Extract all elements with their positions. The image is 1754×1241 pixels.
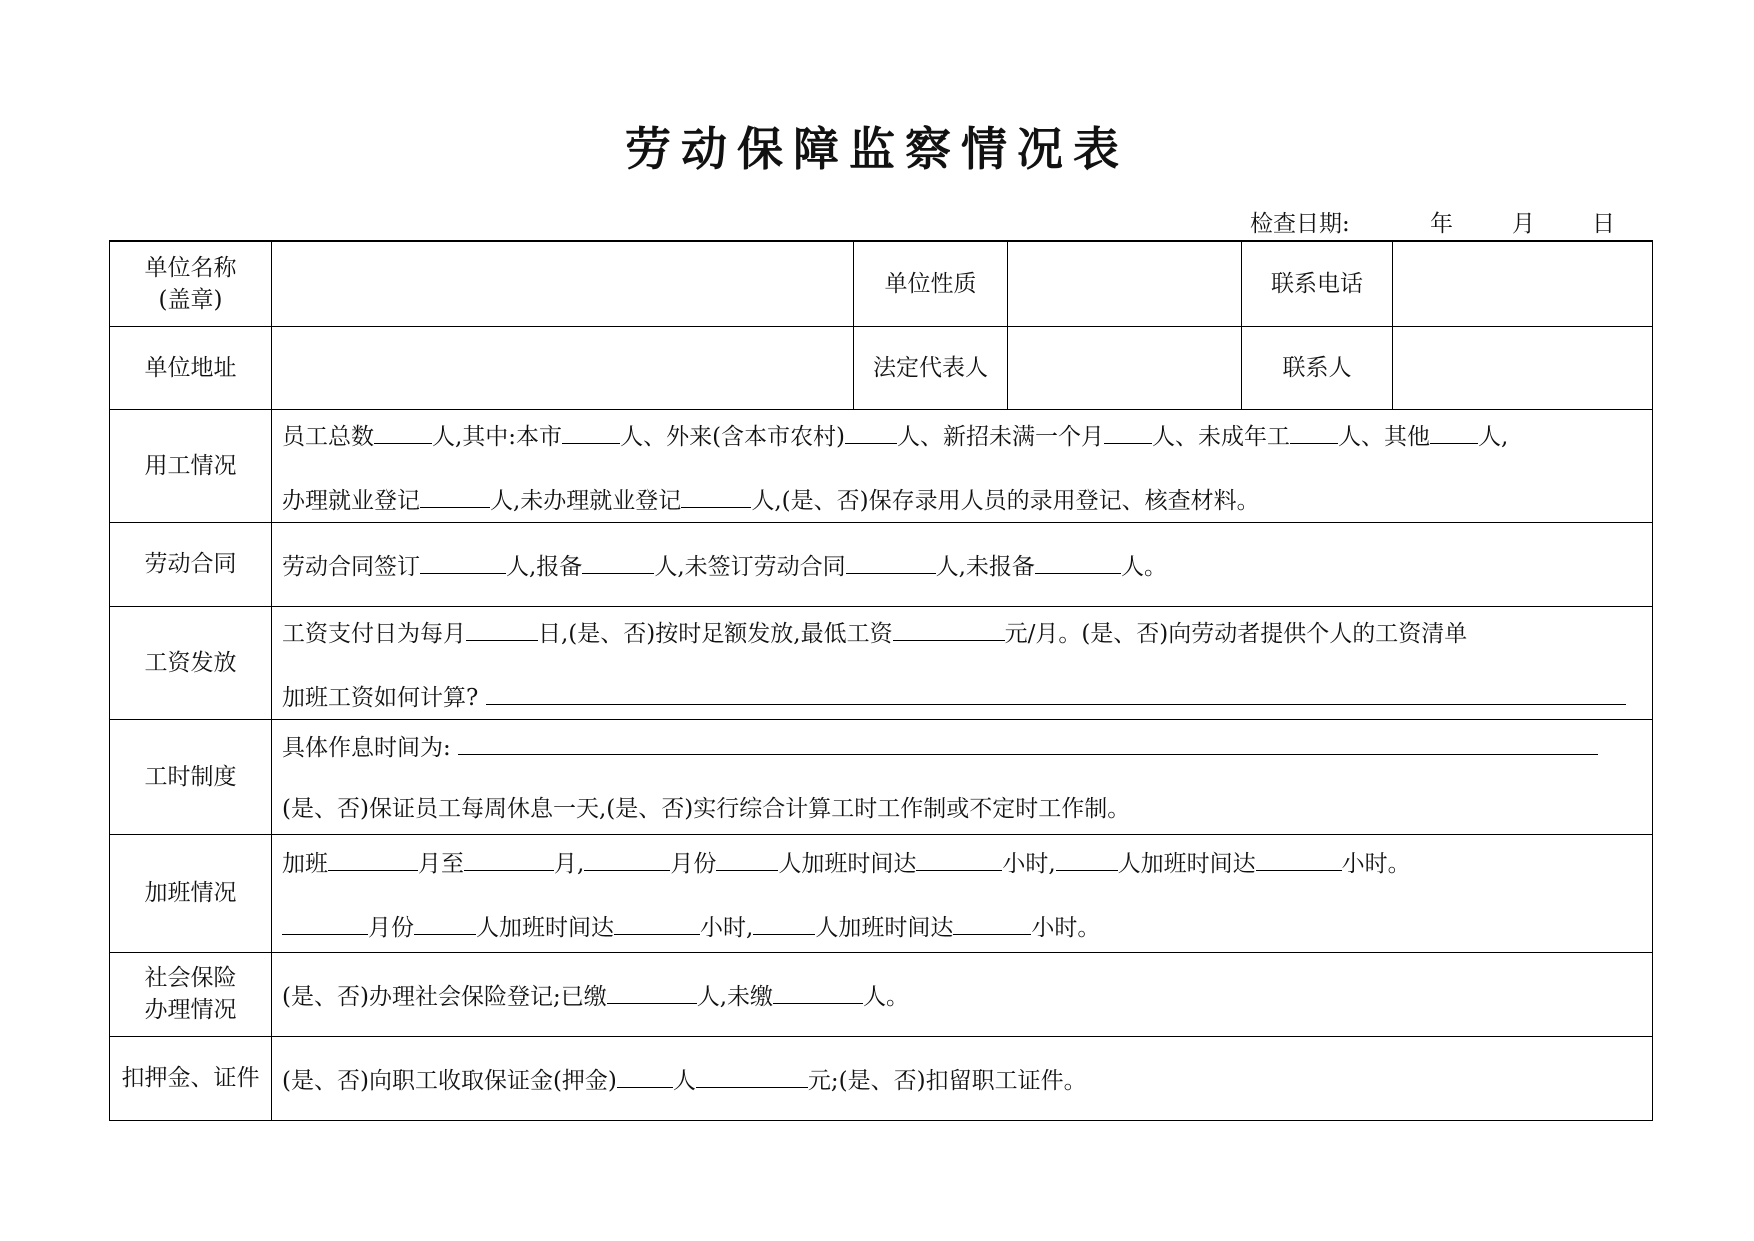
wages-line-2: 加班工资如何计算? — [282, 678, 1642, 712]
blank-migrant-staff[interactable] — [845, 417, 897, 444]
blank-overtime-people-c[interactable] — [414, 908, 476, 935]
employment-line-2: 办理就业登记 人,未办理就业登记 人,(是、否)保存录用人员的录用登记、核查材料。 — [282, 481, 1642, 515]
unit-nature-field[interactable] — [1008, 241, 1242, 326]
blank-overtime-hours-b[interactable] — [1256, 844, 1342, 871]
inspection-date-label: 检查日期: — [1250, 211, 1350, 237]
legal-rep-label: 法定代表人 — [854, 326, 1008, 409]
contract-line-1: 劳动合同签订 人,报备 人,未签订劳动合同 人,未报备 人。 — [282, 547, 1642, 581]
overtime-label: 加班情况 — [110, 834, 272, 952]
hours-content — [272, 719, 1653, 834]
blank-overtime-hours-a[interactable] — [916, 844, 1002, 871]
deposit-label: 扣押金、证件 — [110, 1036, 272, 1120]
wages-content — [272, 606, 1653, 719]
row-unit-address — [110, 326, 1653, 409]
unit-name-label — [110, 241, 272, 326]
blank-unregistered-staff[interactable] — [681, 481, 751, 508]
overtime-line-1: 加班 月至 月, 月份 人加班时间达 小时, 人加班时间达 小时。 — [282, 844, 1642, 878]
blank-minor-workers[interactable] — [1290, 417, 1338, 444]
wages-line-1: 工资支付日为每月 日,(是、否)按时足额发放,最低工资 元/月。(是、否)向劳动者提供个人的工资清单 — [282, 614, 1642, 648]
employment-content — [272, 409, 1653, 522]
blank-work-schedule[interactable] — [458, 728, 1598, 755]
hours-label: 工时制度 — [110, 719, 272, 834]
inspection-form-table — [109, 240, 1653, 1121]
form-title: 劳动保障监察情况表 — [625, 122, 1129, 176]
deposit-content — [272, 1036, 1653, 1120]
row-contract — [110, 522, 1653, 606]
blank-overtime-people-b[interactable] — [1056, 844, 1118, 871]
blank-deposit-amount[interactable] — [696, 1061, 808, 1088]
blank-insured-count[interactable] — [607, 977, 697, 1004]
blank-pay-day[interactable] — [466, 614, 538, 641]
wages-label: 工资发放 — [110, 606, 272, 719]
unit-name-label-line1: 单位名称 — [144, 254, 237, 281]
blank-overtime-end-month[interactable] — [464, 844, 554, 871]
blank-minimum-wage[interactable] — [893, 614, 1005, 641]
blank-overtime-hours-c[interactable] — [614, 908, 700, 935]
row-wages — [110, 606, 1653, 719]
unit-name-field[interactable] — [272, 241, 854, 326]
unit-nature-label: 单位性质 — [854, 241, 1008, 326]
contact-person-field[interactable] — [1393, 326, 1653, 409]
blank-overtime-month-b[interactable] — [282, 908, 368, 935]
insurance-label-line2: 办理情况 — [144, 997, 237, 1023]
contract-label: 劳动合同 — [110, 522, 272, 606]
hours-line-1: 具体作息时间为: — [282, 728, 1642, 762]
blank-overtime-people-d[interactable] — [753, 908, 815, 935]
insurance-line-1: (是、否)办理社会保险登记;已缴 人,未缴 人。 — [282, 977, 1642, 1011]
blank-total-staff[interactable] — [374, 417, 432, 444]
blank-contracts-filed[interactable] — [582, 547, 654, 574]
row-insurance — [110, 952, 1653, 1036]
row-overtime — [110, 834, 1653, 952]
contact-person-label: 联系人 — [1242, 326, 1393, 409]
blank-contracts-signed[interactable] — [420, 547, 506, 574]
blank-registered-staff[interactable] — [420, 481, 490, 508]
overtime-content — [272, 834, 1653, 952]
contact-phone-label: 联系电话 — [1242, 241, 1393, 326]
blank-overtime-pay-calculation[interactable] — [486, 678, 1626, 705]
row-hours — [110, 719, 1653, 834]
unit-name-label-line2: (盖章) — [158, 286, 223, 313]
contact-phone-field[interactable] — [1393, 241, 1653, 326]
unit-address-label: 单位地址 — [110, 326, 272, 409]
date-month-label: 月 — [1512, 211, 1535, 237]
insurance-label — [110, 952, 272, 1036]
row-unit-name — [110, 241, 1653, 326]
blank-overtime-start-month[interactable] — [328, 844, 418, 871]
legal-rep-field[interactable] — [1008, 326, 1242, 409]
employment-line-1: 员工总数 人,其中:本市 人、外来(含本市农村) 人、新招未满一个月 人、未成年工 人、其他 人, — [282, 417, 1642, 451]
date-day-label: 日 — [1592, 211, 1615, 237]
insurance-label-line1: 社会保险 — [144, 965, 237, 991]
blank-local-staff[interactable] — [562, 417, 620, 444]
deposit-line-1: (是、否)向职工收取保证金(押金) 人 元;(是、否)扣留职工证件。 — [282, 1061, 1642, 1095]
blank-overtime-hours-d[interactable] — [953, 908, 1031, 935]
blank-deposit-people[interactable] — [617, 1061, 673, 1088]
blank-uninsured-count[interactable] — [773, 977, 863, 1004]
hours-line-2: (是、否)保证员工每周休息一天,(是、否)实行综合计算工时工作制或不定时工作制。 — [282, 795, 1131, 822]
blank-overtime-month-a[interactable] — [584, 844, 670, 871]
contract-content — [272, 522, 1653, 606]
insurance-content — [272, 952, 1653, 1036]
date-year-label: 年 — [1430, 211, 1453, 237]
employment-label: 用工情况 — [110, 409, 272, 522]
unit-address-field[interactable] — [272, 326, 854, 409]
blank-contracts-unfiled[interactable] — [1035, 547, 1121, 574]
overtime-line-2: 月份 人加班时间达 小时, 人加班时间达 小时。 — [282, 908, 1642, 942]
blank-new-hires[interactable] — [1104, 417, 1152, 444]
row-deposit — [110, 1036, 1653, 1120]
blank-overtime-people-a[interactable] — [716, 844, 778, 871]
blank-contracts-unsigned[interactable] — [846, 547, 936, 574]
row-employment — [110, 409, 1653, 522]
blank-other-staff[interactable] — [1430, 417, 1478, 444]
